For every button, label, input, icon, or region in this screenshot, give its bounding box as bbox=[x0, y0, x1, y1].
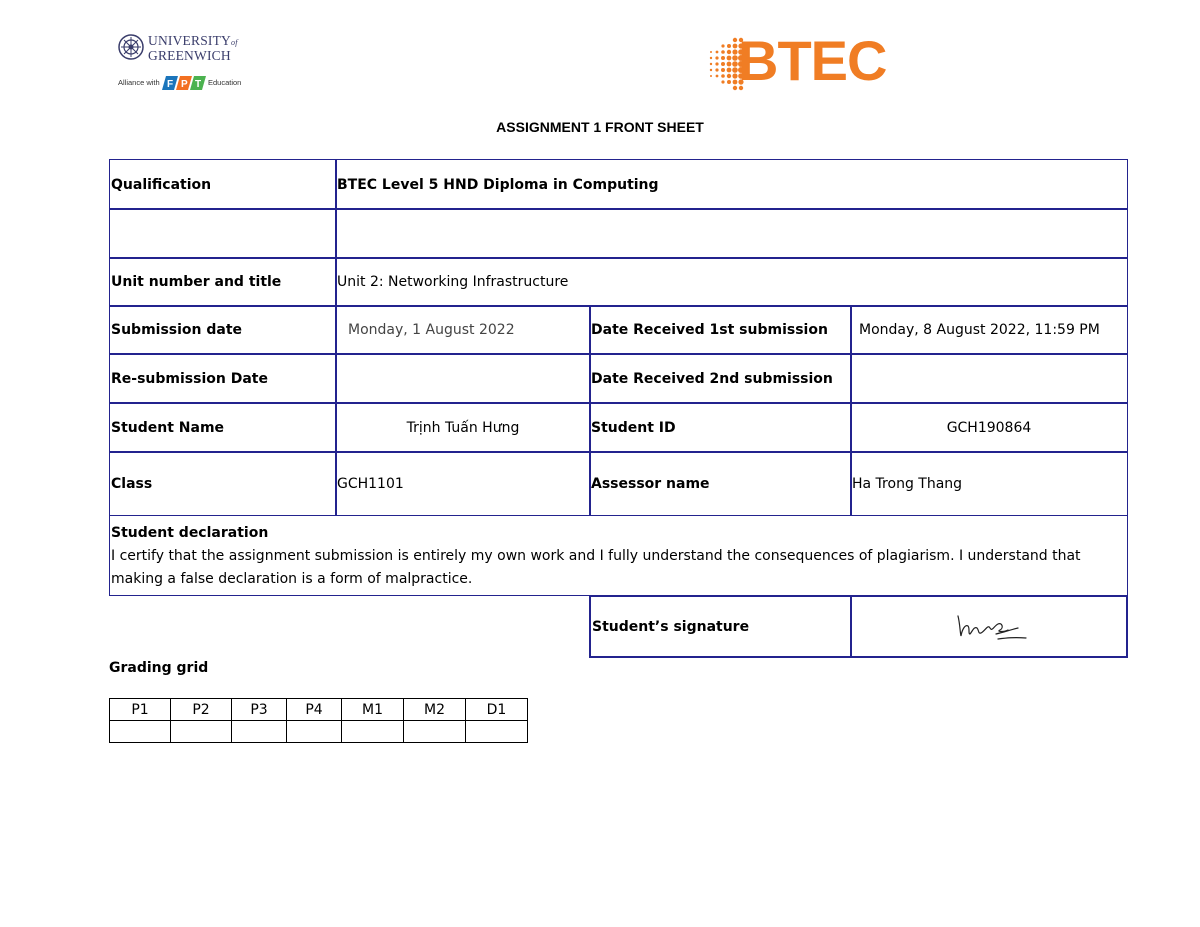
assessor-name-label: Assessor name bbox=[589, 451, 852, 516]
student-id-value: GCH190864 bbox=[850, 402, 1128, 453]
date-received-1-label: Date Received 1st submission bbox=[589, 305, 852, 355]
student-name-label: Student Name bbox=[109, 402, 337, 453]
svg-text:T: T bbox=[195, 79, 202, 90]
btec-logo: BTEC bbox=[706, 34, 891, 92]
resubmission-date-label: Re-submission Date bbox=[109, 353, 337, 404]
university-of-greenwich-logo bbox=[118, 33, 248, 93]
fpt-alliance-mark: Alliance with F P T Education bbox=[118, 74, 248, 92]
grade-header-p1: P1 bbox=[110, 699, 171, 721]
class-label: Class bbox=[109, 451, 337, 516]
grading-header-row bbox=[110, 699, 528, 721]
grade-value-p1 bbox=[110, 721, 171, 743]
university-name: UNIVERSITYof GREENWICH bbox=[148, 33, 238, 63]
grade-value-p4 bbox=[287, 721, 342, 743]
grading-value-row bbox=[110, 721, 528, 743]
empty-value-cell bbox=[335, 208, 1128, 259]
grade-header-p2: P2 bbox=[171, 699, 232, 721]
signature-label: Student’s signature bbox=[589, 595, 852, 658]
declaration-heading: Student declaration bbox=[111, 525, 269, 541]
handwritten-signature bbox=[952, 606, 1032, 646]
student-name-value: Trịnh Tuấn Hưng bbox=[335, 402, 591, 453]
unit-label: Unit number and title bbox=[109, 257, 337, 307]
student-id-label: Student ID bbox=[589, 402, 852, 453]
grade-header-m2: M2 bbox=[404, 699, 466, 721]
grade-header-p3: P3 bbox=[232, 699, 287, 721]
resubmission-date-value bbox=[335, 353, 591, 404]
university-seal-icon bbox=[118, 34, 144, 60]
qualification-label: Qualification bbox=[109, 159, 337, 210]
svg-text:F: F bbox=[167, 79, 174, 90]
grading-grid bbox=[109, 698, 528, 743]
grade-header-p4: P4 bbox=[287, 699, 342, 721]
grade-value-d1 bbox=[466, 721, 528, 743]
date-received-1-value: Monday, 8 August 2022, 11:59 PM bbox=[850, 305, 1128, 355]
grade-header-m1: M1 bbox=[342, 699, 404, 721]
class-value: GCH1101 bbox=[335, 451, 591, 516]
declaration-text: I certify that the assignment submission is entirely my own work and I fully understand the consequences of plagiarism. I understand that making a false declaration is a form of malpractice. bbox=[111, 548, 1081, 587]
grade-header-d1: D1 bbox=[466, 699, 528, 721]
signature-box bbox=[850, 595, 1128, 658]
student-declaration bbox=[109, 514, 1128, 596]
document-title: ASSIGNMENT 1 FRONT SHEET bbox=[496, 119, 704, 135]
assessor-name-value: Ha Trong Thang bbox=[850, 451, 1128, 516]
empty-label-cell bbox=[109, 208, 337, 259]
unit-value: Unit 2: Networking Infrastructure bbox=[335, 257, 1128, 307]
grade-value-m2 bbox=[404, 721, 466, 743]
qualification-value: BTEC Level 5 HND Diploma in Computing bbox=[335, 159, 1128, 210]
svg-text:P: P bbox=[181, 79, 188, 90]
submission-date-label: Submission date bbox=[109, 305, 337, 355]
grade-value-p2 bbox=[171, 721, 232, 743]
grading-grid-title: Grading grid bbox=[109, 660, 209, 676]
grade-value-m1 bbox=[342, 721, 404, 743]
date-received-2-label: Date Received 2nd submission bbox=[589, 353, 852, 404]
fpt-logo-icon bbox=[162, 74, 212, 92]
submission-date-value: Monday, 1 August 2022 bbox=[335, 305, 591, 355]
grade-value-p3 bbox=[232, 721, 287, 743]
date-received-2-value bbox=[850, 353, 1128, 404]
